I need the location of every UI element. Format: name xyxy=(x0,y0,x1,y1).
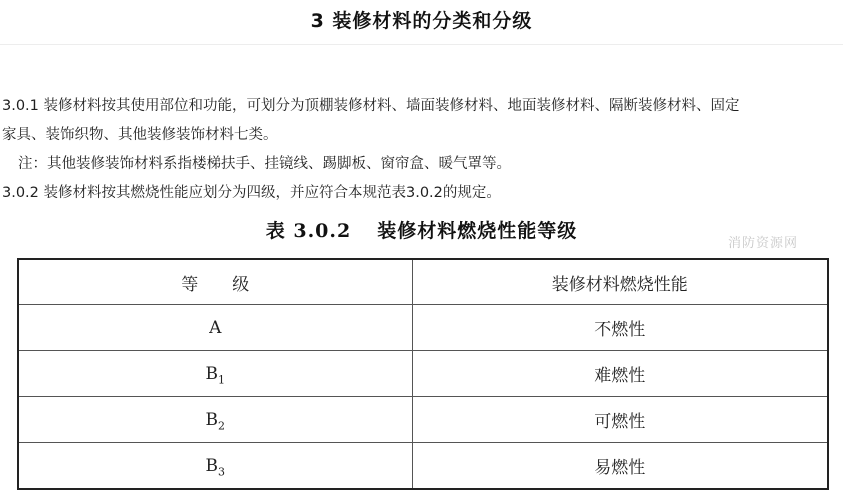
grade-subscript: 1 xyxy=(218,372,226,386)
grade-cell xyxy=(18,443,412,490)
paragraph-3-0-2: 3.0.2 装修材料按其燃烧性能应划分为四级，并应符合本规范表3.0.2的规定。 xyxy=(2,185,501,201)
performance-cell: 可燃性 xyxy=(412,397,828,443)
header-grade: 等 级 xyxy=(18,259,412,305)
fire-rating-table xyxy=(17,258,829,490)
grade-subscript: 3 xyxy=(218,464,226,478)
table-row xyxy=(18,305,828,351)
note-paragraph: 注：其他装修装饰材料系指楼梯扶手、挂镜线、踢脚板、窗帘盒、暖气罩等。 xyxy=(18,156,511,172)
table-row xyxy=(18,397,828,443)
header-performance: 装修材料燃烧性能 xyxy=(412,259,828,305)
table-row xyxy=(18,351,828,397)
performance-cell: 易燃性 xyxy=(412,443,828,490)
table-header-row xyxy=(18,259,828,305)
grade-cell xyxy=(18,397,412,443)
title-divider xyxy=(0,44,843,45)
grade-cell xyxy=(18,351,412,397)
paragraph-3-0-1-line1: 3.0.1 装修材料按其使用部位和功能，可划分为顶棚装修材料、墙面装修材料、地面装修材料、隔断装修材料、固定 xyxy=(2,98,740,114)
performance-cell: 不燃性 xyxy=(412,305,828,351)
grade-cell xyxy=(18,305,412,351)
watermark: 消防资源网 xyxy=(728,236,799,251)
table-caption-title: 装修材料燃烧性能等级 xyxy=(377,220,578,242)
table-caption xyxy=(0,216,843,243)
performance-cell: 难燃性 xyxy=(412,351,828,397)
grade-subscript: 2 xyxy=(218,418,226,432)
table-caption-number: 表 3.0.2 xyxy=(265,220,352,242)
grade-letter: B xyxy=(205,363,219,384)
page-title: 3 装修材料的分类和分级 xyxy=(310,10,533,32)
paragraph-3-0-1-line2: 家具、装饰织物、其他装修装饰材料七类。 xyxy=(2,127,278,143)
grade-letter: B xyxy=(205,455,219,476)
grade-letter: A xyxy=(209,317,222,338)
grade-letter: B xyxy=(205,409,219,430)
table-row xyxy=(18,443,828,490)
